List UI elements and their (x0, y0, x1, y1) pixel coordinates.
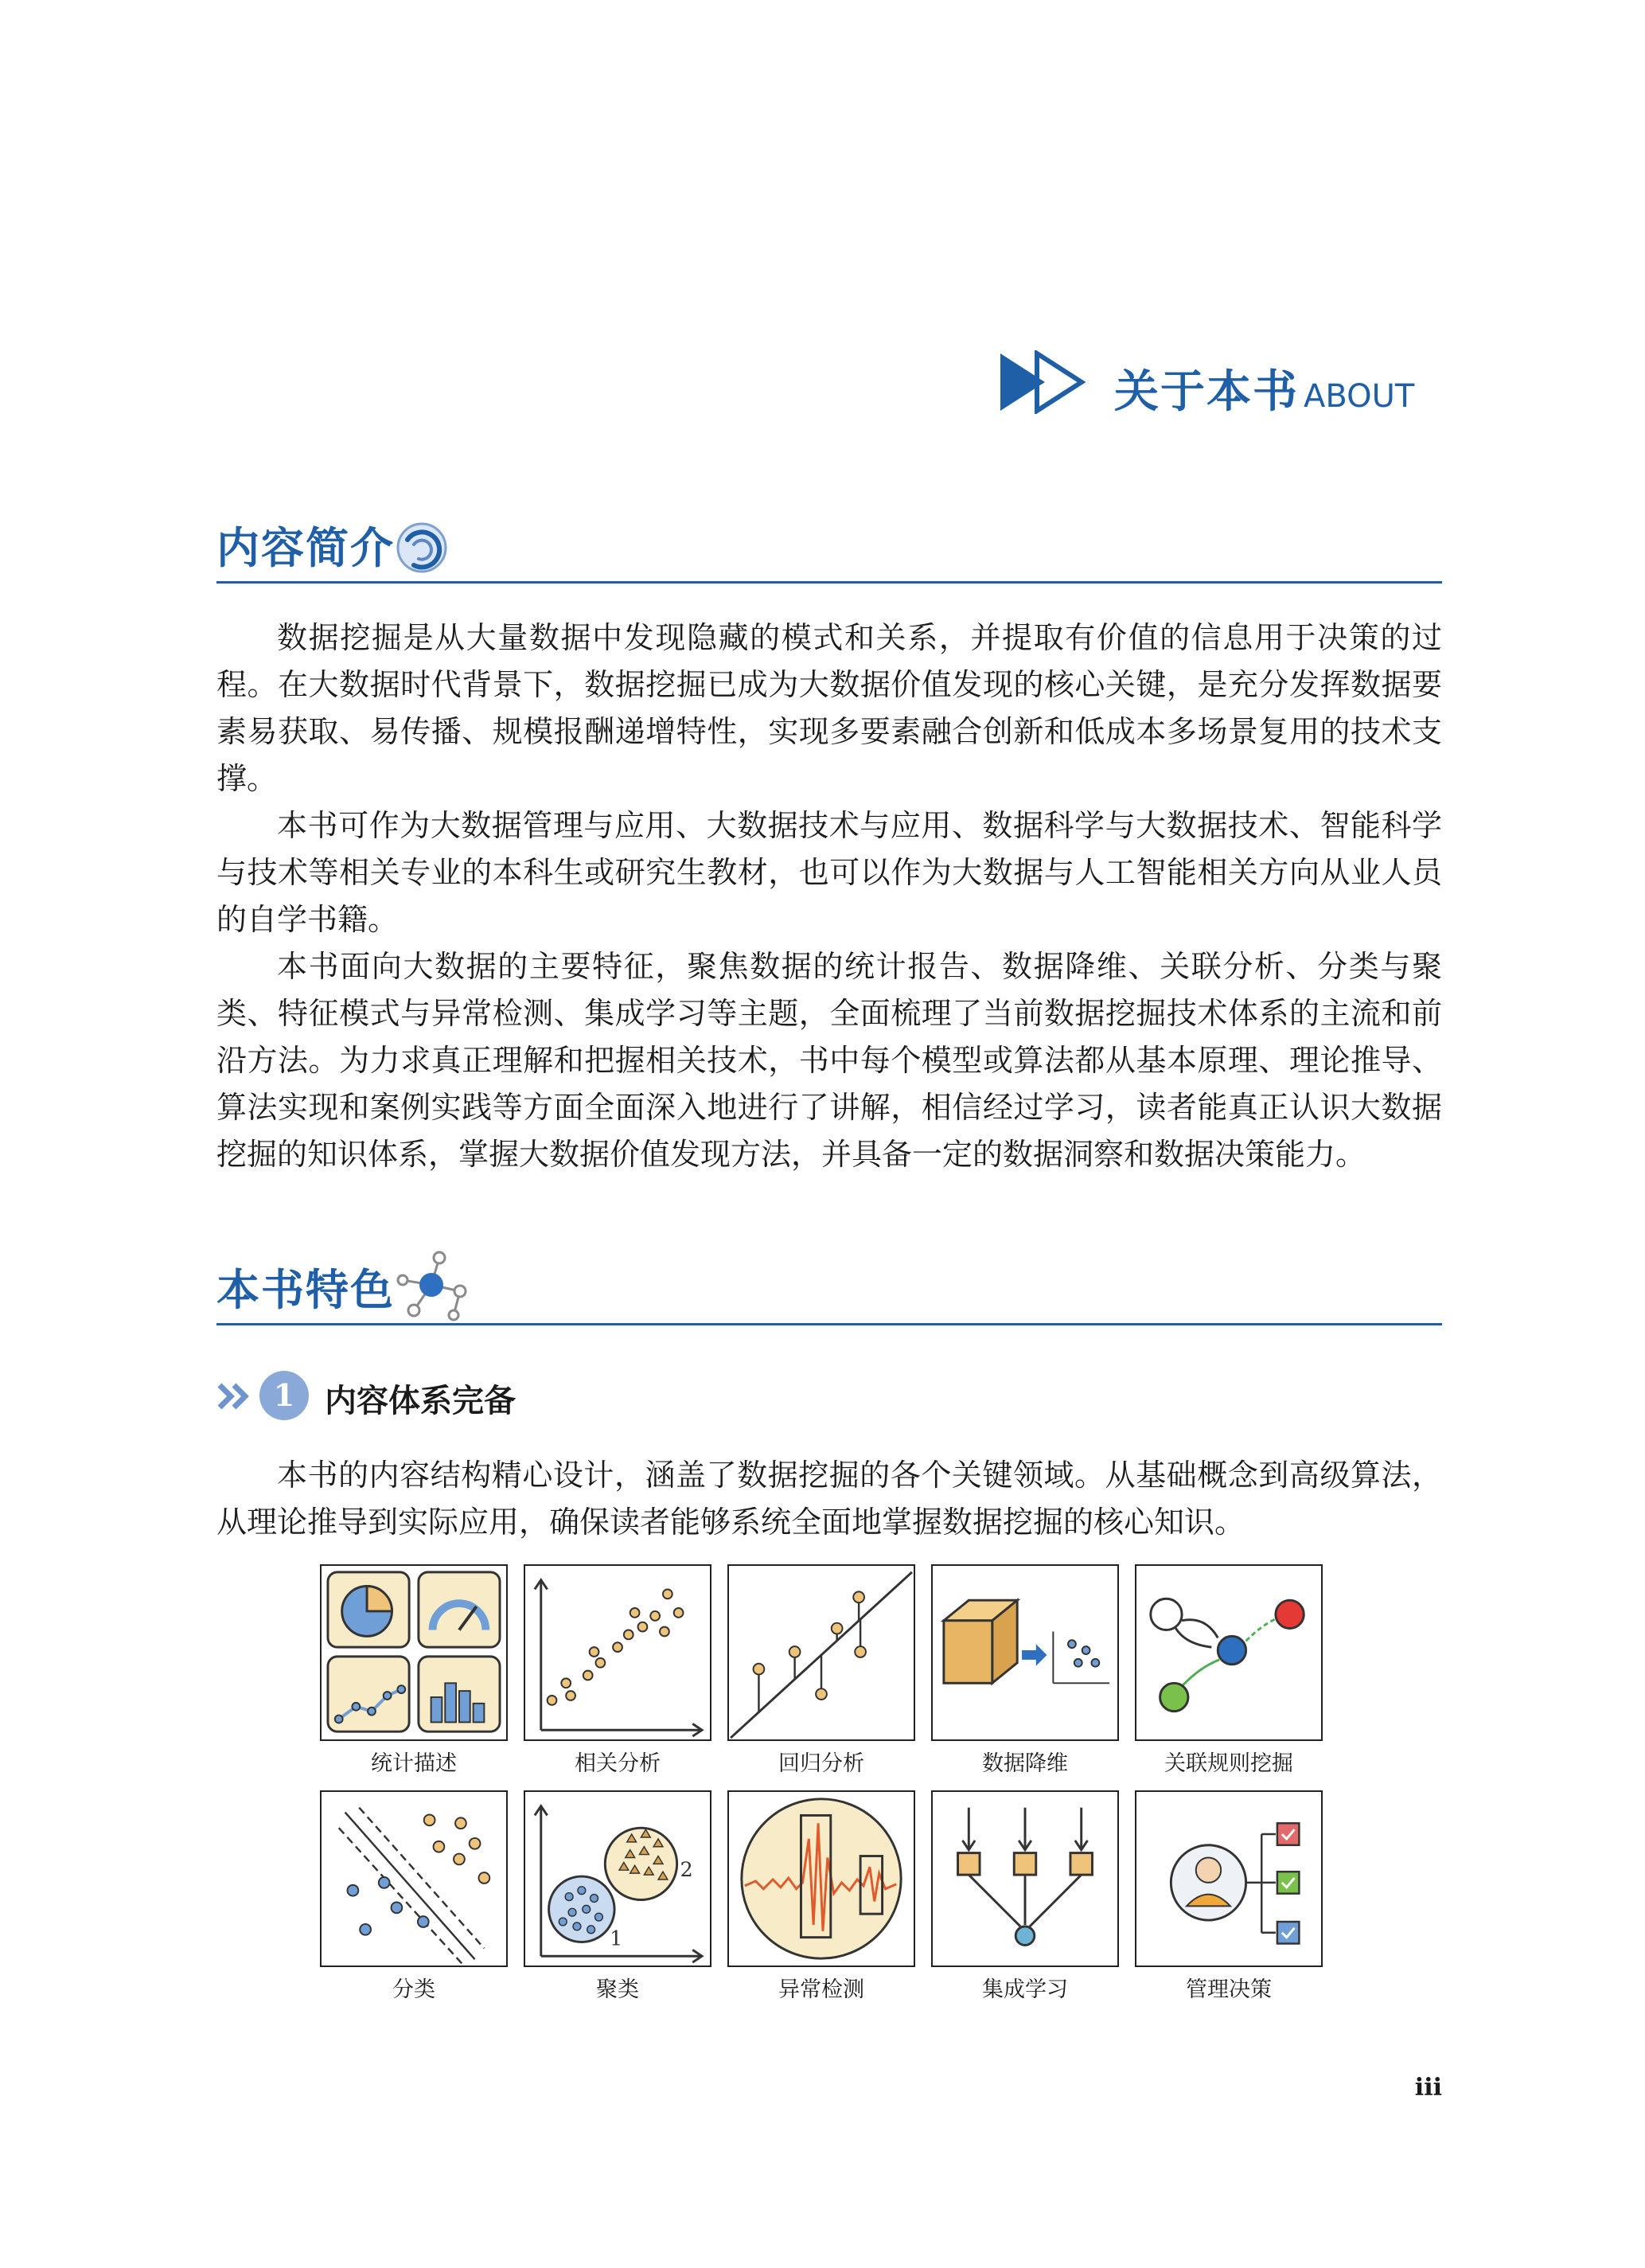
features-section-heading (216, 1251, 1442, 1325)
caption-correlation: 相关分析 (575, 1751, 661, 1776)
figure-tile-dim-reduction (931, 1564, 1119, 1741)
swirl-icon (390, 516, 454, 580)
caption-decision: 管理决策 (1186, 1977, 1272, 2002)
figure-tile-statistics (320, 1564, 508, 1741)
about-title (1114, 357, 1414, 420)
features-heading-text: 本书特色 (216, 1265, 395, 1315)
figure-tile-correlation (524, 1564, 711, 1741)
decision-icon (1136, 1792, 1321, 1965)
page-number: iii (1414, 2074, 1442, 2102)
figure-tile-regression (727, 1564, 915, 1741)
caption-dim-reduction: 数据降维 (982, 1751, 1068, 1776)
clustering-icon (525, 1792, 710, 1965)
intro-paragraph-2: 本书可作为大数据管理与应用、大数据技术与应用、数据科学与大数据技术、智能科学与技术等相关专业的本科生或研究生教材，也可以作为大数据与人工智能相关方向从业人员的自学书籍。 (216, 808, 1442, 937)
figure-tile-classification (320, 1790, 508, 1967)
intro-paragraph-3: 本书面向大数据的主要特征，聚焦数据的统计报告、数据降维、关联分析、分类与聚类、特征模式与异常检测、集成学习等主题，全面梳理了当前数据挖掘技术体系的主流和前沿方法。为力求真正理解和把握相关技术，书中每个模型或算法都从基本原理、理论推导、算法实现和案例实践等方面全面深入地进行了讲解，相信经过学习，读者能真正认识大数据挖掘的知识体系，掌握大数据价值发现方法，并具备一定的数据洞察和数据决策能力。 (216, 949, 1442, 1172)
intro-paragraph-1: 数据挖掘是从大量数据中发现隐藏的模式和关系，并提取有价值的信息用于决策的过程。在大数据时代背景下，数据挖掘已成为大数据价值发现的核心关键，是充分发挥数据要素易获取、易传播、规模报酬递增特性，实现多要素融合创新和低成本多场景复用的技术支撑。 (216, 620, 1442, 796)
figure-tile-ensemble (931, 1790, 1119, 1967)
scatter-plot-icon (525, 1566, 710, 1739)
figure-tile-clustering (524, 1790, 711, 1967)
classification-icon (322, 1792, 506, 1965)
about-header (999, 350, 1444, 422)
feature-1-paragraph: 本书的内容结构精心设计，涵盖了数据挖掘的各个关键领域。从基础概念到高级算法，从理论推导到实际应用，确保读者能够系统全面地掌握数据挖掘的核心知识。 (216, 1458, 1442, 1540)
caption-association: 关联规则挖掘 (1164, 1751, 1293, 1776)
caption-regression: 回归分析 (778, 1751, 864, 1776)
intro-section-heading (216, 509, 1442, 584)
caption-clustering: 聚类 (596, 1977, 639, 2002)
cube-reduction-icon (933, 1566, 1117, 1739)
about-title-zh: 关于本书 (1114, 366, 1299, 418)
statistics-icon (322, 1566, 506, 1739)
caption-statistics: 统计描述 (371, 1751, 457, 1776)
figure-tile-decision (1135, 1790, 1323, 1967)
feature-number-badge: 1 (259, 1371, 309, 1420)
figure-tile-association (1135, 1564, 1323, 1741)
cluster-label-1: 1 (610, 1926, 623, 1951)
anomaly-signal-icon (729, 1792, 914, 1965)
feature-title: 内容体系完备 (325, 1383, 516, 1419)
cluster-label-2: 2 (680, 1858, 693, 1883)
intro-heading-text: 内容简介 (216, 523, 395, 573)
double-chevron-icon (216, 1382, 251, 1411)
feature-1-heading (216, 1368, 933, 1423)
regression-icon (729, 1566, 914, 1739)
ensemble-icon (933, 1792, 1117, 1965)
caption-anomaly: 异常检测 (778, 1977, 864, 2002)
network-icon (393, 1248, 470, 1321)
caption-classification: 分类 (392, 1977, 435, 2002)
association-graph-icon (1136, 1566, 1321, 1739)
caption-ensemble: 集成学习 (982, 1977, 1068, 2002)
figure-tile-anomaly (727, 1790, 915, 1967)
about-title-en: ABOUT (1304, 378, 1415, 415)
double-arrow-icon (999, 350, 1086, 414)
